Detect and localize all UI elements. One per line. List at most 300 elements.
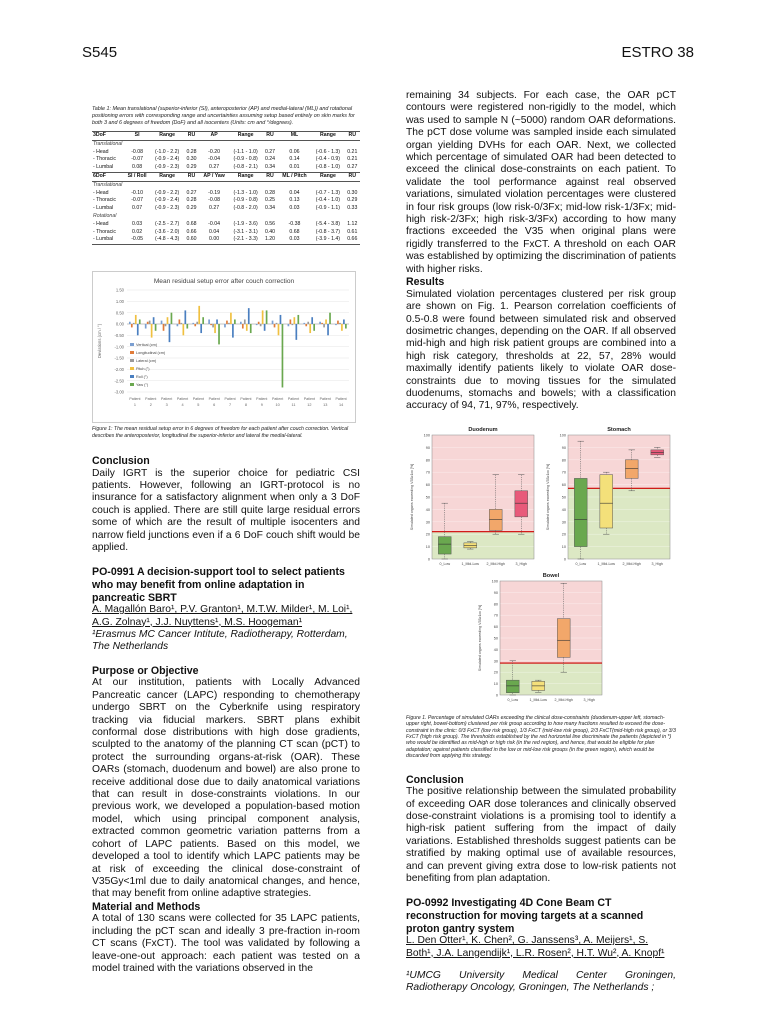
bar — [311, 317, 313, 324]
table-cell: RU — [184, 132, 199, 141]
bar — [305, 324, 307, 326]
box — [600, 474, 613, 527]
y-tick-label: 90 — [493, 590, 498, 595]
bar — [307, 322, 309, 324]
mean-error-caption: Figure 1: The mean residual setup error in 6 degrees of freedom for each patient after couch correction. Vertical describes the anteroposterior, longitudinal the superior-inferior and lateral the medial-lateral. — [92, 426, 349, 439]
table-cell: (-0.9 - 2.4) — [155, 197, 180, 204]
bar — [339, 323, 341, 324]
table-cell: - Head — [93, 189, 109, 196]
bar — [147, 322, 149, 324]
legend-label: Roll (°) — [136, 375, 148, 380]
x-tick-patient: Patient — [303, 397, 315, 402]
y-tick-label: 40 — [493, 647, 498, 652]
table-cell: 1.20 — [264, 236, 276, 243]
x-tick-label: 2_Mid-High — [486, 561, 505, 566]
table-group-row — [92, 213, 360, 221]
table-cell: - Lumbal — [93, 164, 114, 171]
table-cell: AP / Yaw — [199, 172, 229, 181]
y-tick-label: 90 — [425, 445, 430, 450]
table-cell: 0.21 — [347, 148, 358, 155]
y-tick-label: 1.00 — [115, 299, 124, 305]
bar — [135, 315, 137, 324]
table-cell: 0.27 — [264, 148, 276, 155]
x-tick-label: 1 — [133, 403, 136, 408]
table-cell: - Lumbal — [93, 205, 114, 212]
y-tick-label: -0.50 — [114, 333, 124, 339]
box — [557, 618, 570, 657]
table-cell: (-0.4 - 0.9) — [315, 156, 341, 163]
y-tick-label: -1.00 — [114, 344, 124, 350]
table-cell: (-3.6 - 2.0) — [155, 228, 180, 235]
author-list-po0991: A. Magallón Baro¹, P.V. Granton¹, M.T.W. Milder¹, M. Loi¹, A.G. Zolnay¹, J.J. Nuyttens¹, M.S. Hoogeman¹ — [92, 604, 353, 628]
bar — [165, 324, 167, 326]
x-tick-label: 2 — [149, 403, 152, 408]
bar — [186, 324, 188, 329]
purpose-text: At our institution, patients with Locally Advanced Pancreatic cancer (LAPC) responding to chemotherapy undergo SBRT on the Cyberknife using respiratory tracking via fiducial markers. SBRT plans exhibit conformal dose distributions with high dose gradients, sculpted to the anatomy of the planning CT scan (pCT) to protect the surrounding organs-at-risk (OAR). These OARs (stomach, duodenum and bowel) are also prone to receive additional dose due to daily anatomical variations that can result in dose-constraints violations. In our previous work, we developed a population-based motion model, which using principal component analysis, extracted common geometric variation patterns from a cohort of LAPC patients. Based on this model, we developed a tool to identify which LAPC patients may be at risk of exceeding the clinical dose-constraint of V35Gy<1ml due to daily anatomical changes, and hence, that may benefit from online adaptive strategies. — [92, 677, 360, 900]
bar — [295, 324, 297, 340]
table-cell: 0.04 — [289, 189, 300, 196]
x-tick-patient: Patient — [176, 397, 189, 402]
table-row — [92, 205, 360, 213]
y-axis-label: Deviations (cm / °) — [97, 324, 102, 359]
bar — [167, 317, 169, 324]
y-tick-label: 70 — [493, 613, 498, 618]
table-cell: -0.38 — [288, 220, 301, 227]
table-cell: (-4.8 - 4.3) — [155, 236, 180, 243]
table-cell: (-0.9 - 0.8) — [233, 156, 258, 163]
table-cell: - Thoracic — [93, 156, 116, 163]
table-cell: -0.04 — [208, 156, 220, 163]
bar — [230, 313, 232, 324]
conclusion-heading: Conclusion — [92, 454, 150, 467]
table-header-row — [92, 172, 360, 181]
table-cell: (-0.6 - 1.3) — [315, 148, 341, 155]
box — [625, 460, 638, 479]
x-tick-label: 9 — [260, 403, 263, 408]
bar — [276, 323, 278, 324]
table-cell: 0.03 — [132, 220, 143, 227]
y-tick-label: 60 — [425, 482, 430, 487]
mean-error-chart-svg — [93, 272, 355, 422]
x-tick-label: 5 — [197, 403, 200, 408]
table-cell: 0.40 — [264, 228, 276, 235]
table-cell: (-0.9 - 2.2) — [155, 189, 180, 196]
table-cell: (-0.9 - 2.4) — [155, 156, 180, 163]
legend-label: Longitudinal (cm) — [136, 351, 166, 356]
box — [515, 491, 528, 517]
table-cell: (-2.5 - 2.7) — [155, 220, 180, 227]
y-tick-label: 20 — [561, 532, 566, 537]
bar — [282, 324, 284, 387]
table-cell: (-1.0 - 2.2) — [155, 148, 180, 155]
bar — [290, 320, 292, 325]
y-tick-label: 100 — [491, 579, 498, 584]
bar — [280, 315, 282, 324]
table-group-label: Translational — [93, 140, 123, 147]
y-tick-label: 30 — [493, 659, 498, 664]
bar — [319, 322, 321, 324]
table-cell: - Head — [93, 148, 109, 155]
y-tick-label: 0 — [495, 693, 498, 698]
table-cell: 0.29 — [186, 205, 197, 212]
table-cell: 0.27 — [209, 205, 220, 212]
legend-swatch — [130, 351, 134, 354]
bar — [218, 324, 220, 344]
table-cell: (-3.9 - 1.4) — [315, 236, 341, 243]
x-tick-label: 0_Low — [507, 697, 519, 702]
table-cell: (-0.8 - 3.7) — [315, 228, 341, 235]
bar — [184, 311, 186, 325]
table-group-label: Translational — [93, 181, 123, 188]
x-tick-patient: Patient — [256, 397, 268, 402]
legend-swatch — [130, 343, 134, 346]
table-cell: Range — [229, 172, 262, 181]
table-cell: (-0.8 - 1.0) — [315, 164, 341, 171]
x-tick-patient: Patient — [145, 397, 157, 402]
x-tick-label: 3_High — [583, 697, 595, 702]
table-cell: -0.07 — [131, 197, 144, 204]
table-row — [92, 221, 360, 229]
y-tick-label: 100 — [559, 433, 566, 438]
x-tick-patient: Patient — [208, 397, 220, 402]
y-tick-label: 20 — [493, 670, 498, 675]
bar — [177, 324, 179, 326]
bar — [272, 321, 274, 324]
conclusion-text-right: The positive relationship between the simulated probability of exceeding OAR dose tolerances and clinically observed dose-constraint violations is a promising tool to identify a high-risk patient suffering from the impact of daily variations. Established thresholds suggest patients can be stratified by making optimal use of available resources, and can prevent giving extra dose to low-risk patients not benefiting from plan adaptation. — [406, 786, 676, 885]
y-tick-label: 50 — [425, 495, 430, 500]
bar — [210, 324, 212, 325]
x-tick-patient: Patient — [240, 397, 252, 402]
y-tick-label: 70 — [561, 470, 566, 475]
bar — [343, 320, 345, 325]
x-tick-label: 2_Mid-High — [554, 697, 573, 702]
y-tick-label: 90 — [561, 445, 566, 450]
conference-name: ESTRO 38 — [621, 44, 694, 61]
bar — [266, 311, 268, 325]
bar — [161, 321, 163, 324]
table-cell: 0.28 — [264, 189, 276, 196]
bar — [329, 313, 331, 324]
legend-label: Lateral (cm) — [136, 359, 157, 364]
table-cell: (-1.3 - 1.0) — [233, 189, 258, 196]
table-cell: 0.30 — [347, 189, 358, 196]
x-tick-label: 0_Low — [439, 561, 451, 566]
table-cell: 0.34 — [264, 164, 276, 171]
table-cell: 0.29 — [186, 164, 197, 171]
table-cell: (-5.4 - 3.8) — [315, 220, 341, 227]
box — [438, 536, 451, 553]
y-tick-label: 10 — [425, 544, 430, 549]
table-cell: (-1.9 - 3.6) — [233, 220, 258, 227]
x-tick-label: 8 — [244, 403, 247, 408]
table-cell: 0.34 — [264, 205, 276, 212]
bar — [313, 324, 315, 331]
bar — [323, 324, 325, 327]
panel-title: Bowel — [542, 572, 560, 579]
x-tick-label: 3_High — [515, 561, 527, 566]
bar — [171, 313, 173, 324]
table-cell: ML / Pitch — [278, 172, 312, 181]
table-cell: RU — [262, 132, 277, 141]
y-axis-label: Simulated organs exceeding V35≥1cc [%] — [410, 463, 414, 530]
table-cell: 0.03 — [289, 205, 300, 212]
bar — [345, 324, 347, 329]
bar — [202, 317, 204, 324]
table-cell: Range — [311, 132, 344, 141]
table-cell: 0.66 — [347, 236, 358, 243]
table-cell: Range — [150, 132, 183, 141]
table-group-row — [92, 181, 360, 189]
high-risk-region — [500, 581, 602, 663]
bar — [246, 324, 248, 331]
stomach-boxplot — [542, 423, 674, 573]
boxplot-caption: Figure 1. Percentage of simulated OARs exceeding the clinical dose-constraints (duodenum-upper left, stomach-upper right, bowel-bottom) clustered per risk group according to how many fractions resulted to exceed the dose-constraint in the clinic: 0/3 FxCT (low risk group), 1/3 FxCT (mid-low risk group), 2/3 FxCT(mid-high risk group), or 3/3 FxCT (high risk group). The thresholds established by the red horizontal line discriminate the patients (depicted in *) who would be identified as mid-high or high risk (in the red region), and hence, that would be eligible for plan adaptation; against patients classified in the low or mid-low risk groups (in the green region), which would be discarded from applying this strategy. — [406, 714, 676, 760]
boxplot-figure — [406, 423, 676, 713]
bar — [214, 324, 216, 333]
table-cell: 0.08 — [132, 164, 143, 171]
table-cell: 0.66 — [186, 228, 197, 235]
table-cell: 0.33 — [347, 205, 358, 212]
y-tick-label: 50 — [493, 636, 498, 641]
table-group-row — [92, 140, 360, 148]
legend-swatch — [130, 367, 134, 370]
y-axis-label: Simulated organs exceeding V35≥1cc [%] — [478, 604, 482, 671]
table-cell: - Thoracic — [93, 197, 116, 204]
table-cell: AP — [199, 132, 229, 141]
y-tick-label: 80 — [493, 602, 498, 607]
table-cell: RU — [345, 172, 360, 181]
bar — [192, 323, 194, 324]
bar — [133, 323, 135, 324]
legend-label: Pitch (°) — [136, 367, 150, 372]
bar — [169, 324, 171, 342]
y-tick-label: -2.00 — [114, 367, 124, 373]
bar — [145, 324, 147, 329]
affiliation-po0991: ¹Erasmus MC Cancer Intitute, Radiotherapy, Rotterdam, The Netherlands — [92, 629, 348, 653]
y-tick-label: 50 — [561, 495, 566, 500]
table-cell: 0.07 — [132, 205, 143, 212]
purpose-heading: Purpose or Objective — [92, 664, 199, 677]
bar — [325, 320, 327, 325]
methods-heading: Material and Methods — [92, 900, 201, 913]
table-cell: 0.02 — [132, 228, 143, 235]
table-cell: (-0.8 - 2.1) — [233, 164, 258, 171]
bar — [256, 324, 258, 325]
bar — [309, 324, 311, 333]
bar — [198, 306, 200, 324]
methods-continued-text: remaining 34 subjects. For each case, the OAR pCT contours were registered non-rigidly to the model, which was used to sample N (~5000) random OAR deformations. The pCT dose volume was sampled inside each simulated organ yielding DVHs for each OAR. Next, we collected which percentage of simulated OAR had been detected to exceed the clinical dose-constraints on each patient. To validate the tool performance against real observed variations, simulated violation percentages were clustered in four risk groups (low risk-0/3Fx; mid-low risk-1/3Fx; mid-high risk-2/3Fx; high risk-3/3Fx) according to how many fractions exceeded the V35 when original plans were rigidly transferred to the FxCT. A threshold on each OAR was established by optimizing the discrimination of patients with higher risks. — [406, 90, 676, 275]
y-tick-label: 70 — [425, 470, 430, 475]
table-cell: (-0.4 - 1.0) — [315, 197, 341, 204]
y-tick-label: 100 — [423, 433, 430, 438]
x-tick-patient: Patient — [161, 397, 173, 402]
bar — [294, 317, 296, 324]
mean-error-chart — [92, 271, 356, 423]
table-cell: Range — [229, 132, 262, 141]
table-cell: -0.05 — [131, 236, 144, 243]
bar — [137, 324, 139, 335]
table-cell: 0.25 — [264, 197, 276, 204]
table-cell: -0.08 — [208, 197, 220, 204]
bar — [216, 320, 218, 325]
table-row — [92, 229, 360, 237]
table-cell: 0.03 — [289, 236, 300, 243]
table-cell: 6DoF — [92, 172, 124, 181]
bar — [260, 324, 262, 326]
table-cell: 0.30 — [186, 156, 197, 163]
panel-title: Duodenum — [468, 426, 498, 433]
x-tick-patient: Patient — [224, 397, 236, 402]
chart-title: Mean residual setup error after couch correction — [153, 278, 295, 286]
bar — [208, 320, 210, 325]
legend-swatch — [130, 359, 134, 362]
x-tick-label: 13 — [323, 403, 328, 408]
table-cell: -0.08 — [131, 148, 144, 155]
conclusion-text: Daily IGRT is the superior choice for pediatric CSI patients. However, following an IGRT-protocol is no insurance for a satisfactory alignment when only a 3 DoF couch is applied. There are still quite large residual errors some of which are the result of multiple isocenters and narrow field junctions even if a 6 DoF couch shift would be applied. — [92, 467, 360, 553]
table-row — [92, 149, 360, 157]
y-tick-label: 0 — [427, 557, 430, 562]
table-cell: (-0.9 - 1.1) — [315, 205, 341, 212]
right-column — [406, 90, 676, 995]
y-tick-label: 20 — [425, 532, 430, 537]
results-text: Simulated violation percentages clustered per risk group are shown on Fig. 1. Pearson correlation coefficients of 0.5-0.8 were found between simulated risk and observed dosimetric changes, depending on the OAR. If all observed mid-high and high risk patient groups are combined into a high risk category, thresholds at 22, 57, 28% would maximally identify patients likely to violate OAR dose-constraints due to moving tissues for the simulated duodenums, stomachs and bowels; with a classification accuracy of 94, 71, 97%, respectively. — [406, 288, 676, 412]
bar — [234, 320, 236, 325]
table-cell: (-0.8 - 2.0) — [233, 205, 258, 212]
table-cell: - Lumbal — [93, 236, 114, 243]
table-cell: (-0.7 - 1.3) — [315, 189, 341, 196]
bar — [262, 311, 264, 325]
bar — [212, 324, 214, 327]
y-tick-label: -1.50 — [114, 355, 124, 361]
bar — [242, 324, 244, 329]
y-tick-label: 10 — [493, 681, 498, 686]
x-tick-label: 7 — [229, 403, 232, 408]
bar — [258, 322, 260, 324]
positioning-errors-table — [92, 131, 360, 245]
bar — [321, 323, 323, 324]
y-tick-label: 0 — [563, 557, 566, 562]
table-cell: Range — [311, 172, 344, 181]
author-list-po0992: L. Den Otter¹, K. Chen², G. Janssens³, A. Meijers¹, S. Both¹, J.A. Langendijk¹, L.R. Rosen², H.T. Wu², A. Knopf¹ — [406, 935, 665, 959]
legend-label: Vertical (cm) — [136, 343, 158, 348]
bar — [303, 323, 305, 324]
table-row — [92, 197, 360, 205]
y-tick-label: 30 — [561, 520, 566, 525]
bar — [232, 324, 234, 338]
x-tick-label: 3 — [165, 403, 168, 408]
page-number: S545 — [82, 44, 118, 61]
abstract-title-po0992: PO-0992 Investigating 4D Cone Beam CT reconstruction for moving targets at a scanned proton gantry system — [406, 897, 644, 935]
table-cell: 0.04 — [209, 228, 220, 235]
y-tick-label: 40 — [561, 507, 566, 512]
box — [506, 680, 519, 693]
bar — [244, 320, 246, 325]
bar — [163, 324, 165, 331]
y-tick-label: 10 — [561, 544, 566, 549]
y-tick-label: 1.50 — [115, 287, 124, 293]
x-tick-label: 11 — [291, 403, 296, 408]
table-caption: Table 1: Mean translational (superior-inferior (SI), anteroposterior (AP) and medial-lateral (ML)) and rotational positioning errors with corresponding range and uncertainties assuming setup based entirely on skin marks for both 3 and 6 degrees of freedom (DoF) and all isocenters (Units: cm and °/degrees). — [92, 106, 355, 126]
bar — [149, 321, 151, 324]
bar — [337, 321, 339, 324]
x-tick-label: 1_Mid-Low — [461, 561, 480, 566]
x-tick-patient: Patient — [129, 397, 141, 402]
y-tick-label: 80 — [561, 458, 566, 463]
bar — [183, 324, 185, 335]
y-axis-label: Simulated organs exceeding V35≥1cc [%] — [546, 463, 550, 530]
table-cell: - Head — [93, 220, 109, 227]
legend-swatch — [130, 383, 134, 386]
x-tick-patient: Patient — [287, 397, 300, 402]
table-cell: 0.06 — [289, 148, 300, 155]
bar — [264, 324, 266, 331]
bowel-boxplot — [474, 569, 606, 709]
table-cell: (-0.9 - 2.3) — [155, 164, 180, 171]
table-cell: 0.21 — [347, 156, 358, 163]
bar — [224, 324, 226, 327]
y-tick-label: 0.50 — [115, 310, 124, 316]
x-tick-label: 4 — [181, 403, 184, 408]
high-risk-region — [432, 435, 534, 532]
box — [574, 478, 587, 546]
x-tick-patient: Patient — [319, 397, 331, 402]
table-cell: 0.24 — [264, 156, 276, 163]
bar — [250, 324, 252, 333]
x-tick-patient: Patient — [192, 397, 204, 402]
table-cell: 1.12 — [347, 220, 358, 227]
table-cell: RU — [184, 172, 199, 181]
bar — [179, 320, 181, 325]
duodenum-boxplot — [406, 423, 538, 573]
table-cell: 0.13 — [289, 197, 300, 204]
x-tick-label: 14 — [338, 403, 344, 408]
table-cell: (-0.9 - 2.3) — [155, 205, 180, 212]
y-tick-label: 60 — [561, 482, 566, 487]
y-tick-label: 60 — [493, 624, 498, 629]
abstract-title-po0991: PO-0991 A decision-support tool to select patients who may benefit from online adaptation in pancreatic SBRT — [92, 566, 345, 604]
x-tick-label: 3_High — [651, 561, 663, 566]
table-cell: (-2.1 - 3.3) — [233, 236, 258, 243]
bar — [131, 324, 133, 327]
table-row — [92, 190, 360, 198]
y-tick-label: -2.50 — [114, 378, 124, 384]
y-tick-label: 40 — [425, 507, 430, 512]
table-cell: 0.28 — [186, 148, 197, 155]
table-cell: 0.60 — [186, 236, 197, 243]
bar — [297, 315, 299, 324]
y-tick-label: 80 — [425, 458, 430, 463]
table-cell: -0.20 — [208, 148, 220, 155]
table-cell: 3DoF — [92, 132, 124, 141]
bar — [228, 323, 230, 324]
table-cell: RU — [262, 172, 277, 181]
bar — [194, 324, 196, 326]
bar — [341, 324, 343, 331]
legend-label: Yaw (°) — [136, 383, 149, 388]
table-cell: 0.68 — [289, 228, 300, 235]
table-cell: 0.01 — [289, 164, 300, 171]
box — [489, 509, 502, 530]
table-row — [92, 236, 360, 244]
x-tick-label: 2_Mid-High — [622, 561, 641, 566]
table-cell: 0.27 — [209, 164, 220, 171]
x-tick-label: 0_Low — [575, 561, 587, 566]
panel-title: Stomach — [607, 426, 631, 433]
table-cell: 0.61 — [347, 228, 358, 235]
bar — [292, 324, 294, 325]
bar — [248, 308, 250, 324]
table-cell: -0.07 — [131, 156, 144, 163]
